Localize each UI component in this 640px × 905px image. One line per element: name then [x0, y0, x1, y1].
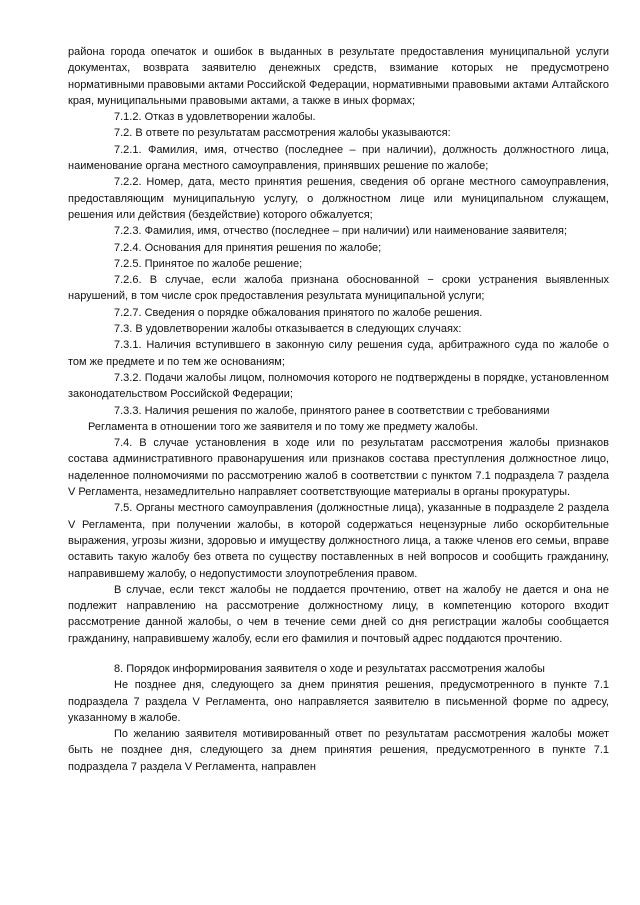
paragraph-7-2-2: 7.2.2. Номер, дата, место принятия решения, сведения об органе местного самоуправления, предоставляющим муниципальную услугу, о должностном лице или муниципальном служащем, решения или действия (бездействие) которого обжалуется; — [68, 176, 609, 221]
paragraph-7-5: 7.5. Органы местного самоуправления (должностные лица), указанные в подразделе 2 раздела V Регламента, при получении жалобы, в которой содержаться нецензурные либо оскорбительные выражения, угрозы жизни, здоровью и имуществу должностного лица, а также членов его семьи, вправе оставить такую жалобу без ответа по существу поставленных в ней вопросов и сообщить гражданину, направившему жалобу, о недопустимости злоупотребления правом. — [68, 502, 609, 580]
paragraph-7-3-1: 7.3.1. Наличия вступившего в законную силу решения суда, арбитражного суда по жалобе о том же предмете и по тем же основаниям; — [68, 339, 609, 368]
paragraph-8-electronic-answer: По желанию заявителя мотивированный ответ по результатам рассмотрения жалобы может быть не позднее дня, следующего за днем принятия решения, предусмотренного в пункте 7.1 подраздела 7 раздела V Регламента, направлен — [68, 728, 609, 773]
paragraph-8-decision-notice: Не позднее дня, следующего за днем принятия решения, предусмотренного в пункте 7.1 подраздела 7 раздела V Регламента, оно направляется заявителю в письменной форме по адресу, указанному в жалобе. — [68, 679, 609, 724]
paragraph-7-3-2: 7.3.2. Подачи жалобы лицом, полномочия которого не подтверждены в порядке, установленном законодательством Российской Федерации; — [68, 371, 609, 401]
paragraph-7-2-3: 7.2.3. Фамилия, имя, отчество (последнее – при наличии) или наименование заявителя; — [114, 225, 568, 238]
paragraph-7-2: 7.2. В ответе по результатам рассмотрения жалобы указываются: — [114, 127, 451, 140]
paragraph-continuation: района города опечаток и ошибок в выданных в результате предоставления муниципальной услуги документах, возврата заявителю денежных средств, взимание которых не предусмотрено нормативными правовыми актами Российской Федерации, нормативными правовыми актами Алтайского края, муниципальными правовыми актами, а также в иных формах; — [68, 46, 609, 107]
paragraph-gap — [68, 647, 609, 661]
paragraph-7-2-7: 7.2.7. Сведения о порядке обжалования принятого по жалобе решения. — [114, 306, 483, 319]
paragraph-7-2-5: 7.2.5. Принятое по жалобе решение; — [114, 257, 303, 270]
paragraph-7-3-3: 7.3.3. Наличия решения по жалобе, принятого ранее в соответствии с требованиями Регламента в отношении того же заявителя и по тому же предмету жалобы. — [88, 404, 550, 433]
paragraph-7-1-2: 7.1.2. Отказ в удовлетворении жалобы. — [114, 111, 316, 124]
paragraph-unreadable-complaint: В случае, если текст жалобы не поддается прочтению, ответ на жалобу не дается и она не подлежит направлению на рассмотрение должностному лицу, в компетенцию которого входит рассмотрение данной жалобы, о чем в течение семи дней со дня регистрации жалобы сообщается гражданину, направившему жалобу, если его фамилия и почтовый адрес поддаются прочтению. — [68, 583, 609, 645]
document-page — [68, 44, 609, 775]
section-8-heading: 8. Порядок информирования заявителя о ходе и результатах рассмотрения жалобы — [114, 662, 545, 675]
paragraph-7-2-4: 7.2.4. Основания для принятия решения по жалобе; — [114, 241, 382, 254]
paragraph-7-2-1: 7.2.1. Фамилия, имя, отчество (последнее – при наличии), должность должностного лица, наименование органа местного самоуправления, принявших решение по жалобе; — [68, 143, 609, 173]
paragraph-7-2-6: 7.2.6. В случае, если жалоба признана обоснованной − сроки устранения выявленных нарушений, в том числе срок предоставления результата муниципальной услуги; — [68, 274, 609, 303]
paragraph-7-4: 7.4. В случае установления в ходе или по результатам рассмотрения жалобы признаков состава административного правонарушения или признаков состава преступления должностное лицо, наделенное полномочиями по рассмотрению жалоб в соответствии с пунктом 7.1 подраздела 7 раздела V Регламента, незамедлительно направляет соответствующие материалы в органы прокуратуры. — [68, 437, 609, 499]
paragraph-7-3: 7.3. В удовлетворении жалобы отказывается в следующих случаях: — [114, 323, 462, 336]
